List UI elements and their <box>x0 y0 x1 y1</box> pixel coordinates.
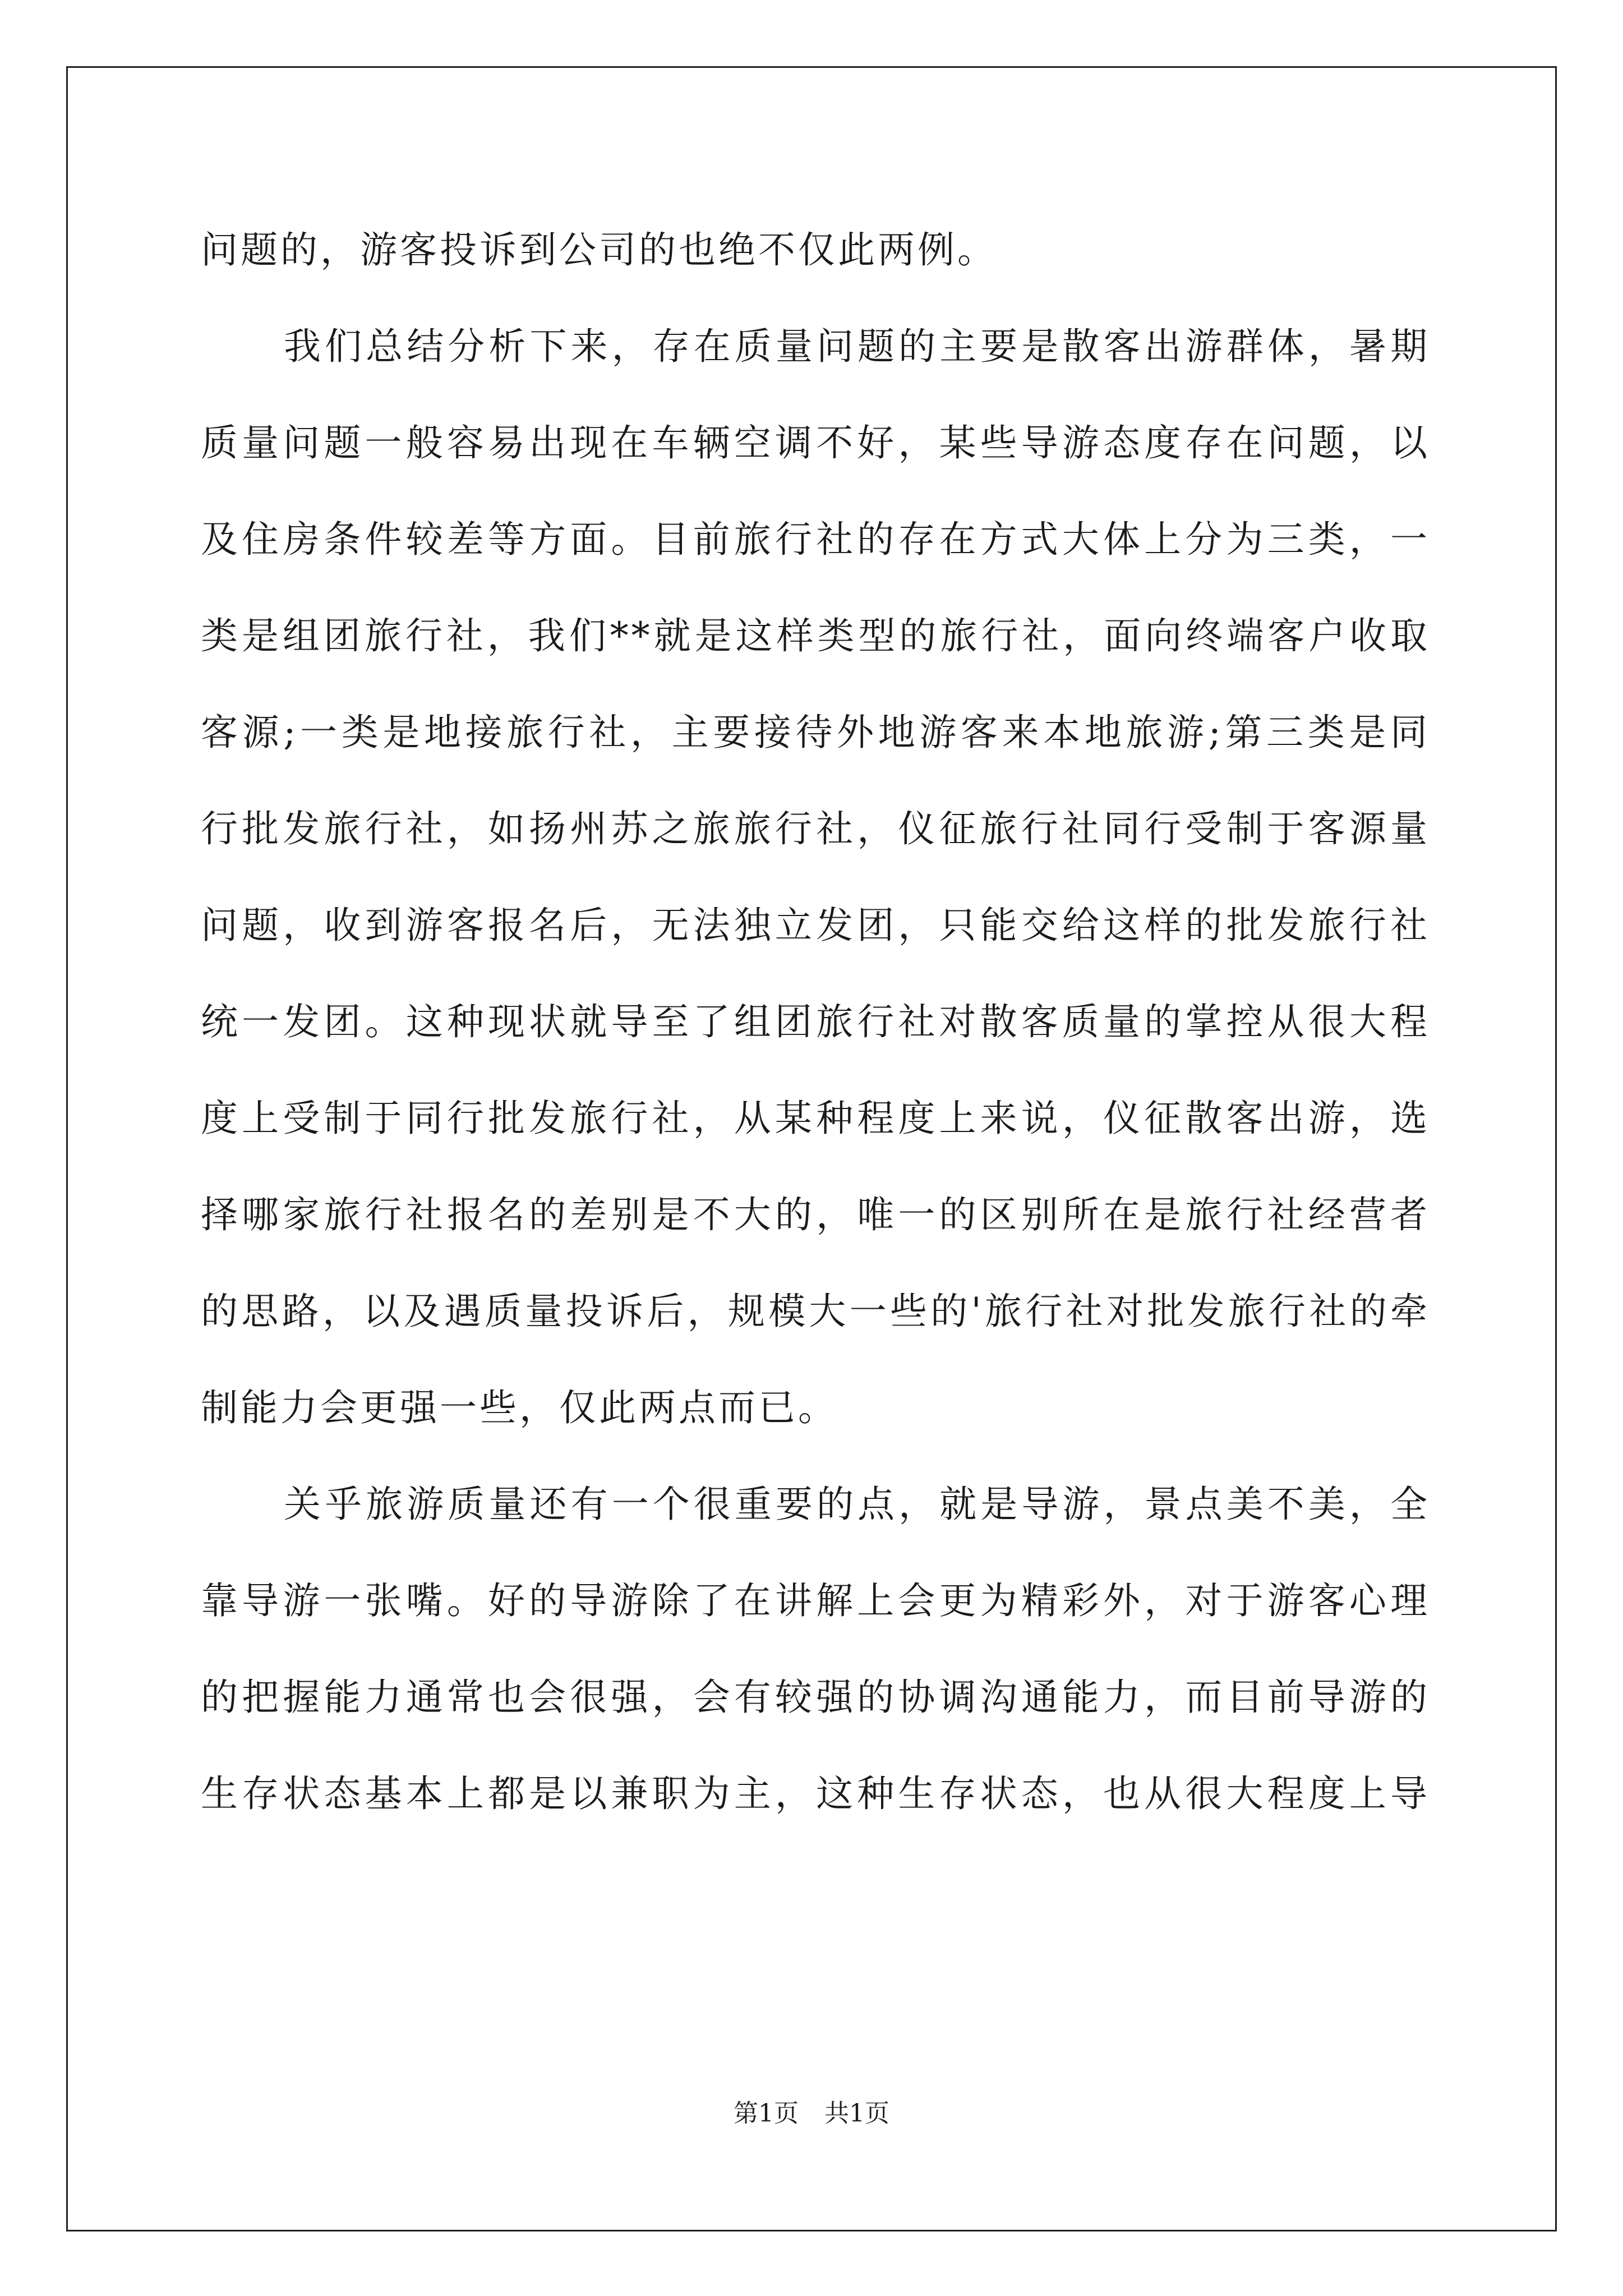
text-line: 的把握能力通常也会很强，会有较强的协调沟通能力，而目前导游的 <box>201 1676 1430 1719</box>
document-body <box>201 202 1430 1842</box>
text-line: 的思路，以及遇质量投诉后，规模大一些的'旅行社对批发旅行社的牵 <box>201 1290 1430 1333</box>
text-line: 制能力会更强一些，仅此两点而已。 <box>201 1386 838 1429</box>
text-line: 度上受制于同行批发旅行社，从某种程度上来说，仪征散客出游，选 <box>201 1097 1430 1140</box>
text-line: 问题，收到游客报名后，无法独立发团，只能交给这样的批发旅行社 <box>201 904 1430 947</box>
text-line: 及住房条件较差等方面。目前旅行社的存在方式大体上分为三类，一 <box>201 518 1430 561</box>
text-line: 统一发团。这种现状就导至了组团旅行社对散客质量的掌控从很大程 <box>201 1000 1430 1043</box>
page-number: 第1页 <box>734 2099 799 2128</box>
page-total: 共1页 <box>824 2099 889 2128</box>
paragraph-start-line: 我们总结分析下来，存在质量问题的主要是散客出游群体，暑期 <box>284 325 1430 368</box>
text-line: 客源;一类是地接旅行社，主要接待外地游客来本地旅游;第三类是同 <box>201 711 1430 754</box>
text-line: 质量问题一般容易出现在车辆空调不好，某些导游态度存在问题，以 <box>201 421 1430 464</box>
paragraph-start-line: 关乎旅游质量还有一个很重要的点，就是导游，景点美不美，全 <box>284 1483 1430 1526</box>
text-line: 靠导游一张嘴。好的导游除了在讲解上会更为精彩外，对于游客心理 <box>201 1579 1430 1622</box>
text-line: 择哪家旅行社报名的差别是不大的，唯一的区别所在是旅行社经营者 <box>201 1193 1430 1236</box>
text-line: 行批发旅行社，如扬州苏之旅旅行社，仪征旅行社同行受制于客源量 <box>201 807 1430 850</box>
page-footer <box>0 2097 1623 2131</box>
text-line: 生存状态基本上都是以兼职为主，这种生存状态，也从很大程度上导 <box>201 1772 1430 1815</box>
text-line: 问题的，游客投诉到公司的也绝不仅此两例。 <box>201 228 997 272</box>
text-line: 类是组团旅行社，我们**就是这样类型的旅行社，面向终端客户收取 <box>201 614 1430 657</box>
